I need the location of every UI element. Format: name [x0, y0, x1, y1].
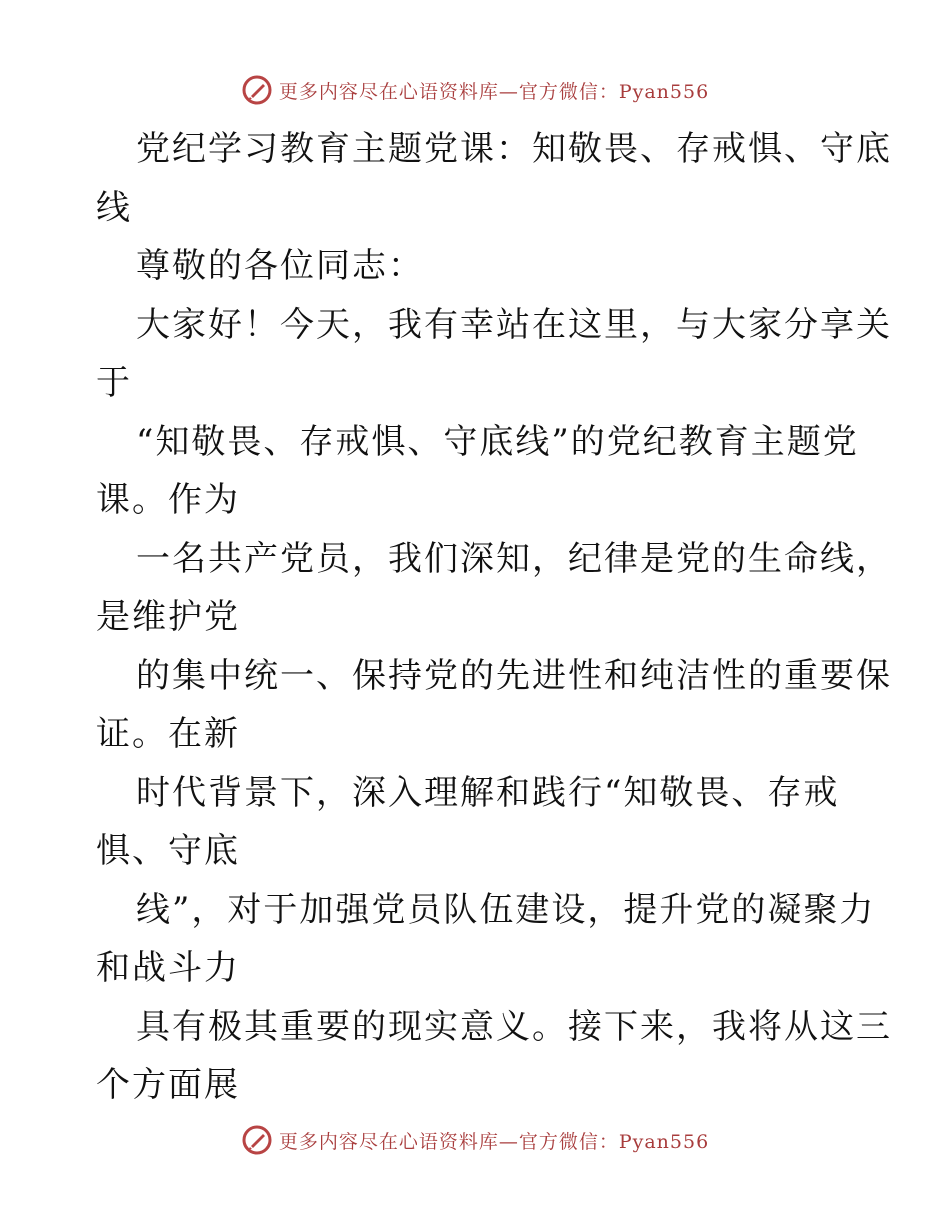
text-line: 线”，对于加强党员队伍建设，提升党的凝聚力: [136, 889, 876, 930]
text-line: 党纪学习教育主题党课：知敬畏、存戒惧、守底: [136, 129, 892, 169]
text-line: 是维护党: [96, 597, 240, 637]
text-line: 个方面展: [96, 1065, 240, 1105]
text-line: 证。在新: [96, 714, 240, 754]
document-body: [96, 120, 892, 1115]
text-line: 惧、守底: [96, 831, 240, 871]
text-line: 线: [96, 187, 132, 228]
header-banner: [0, 70, 950, 110]
pen-seal-icon: [241, 1124, 273, 1156]
text-line: 时代背景下，深入理解和践行“知敬畏、存戒: [136, 772, 840, 813]
text-line: 尊敬的各位同志：: [136, 246, 424, 286]
text-line: 的集中统一、保持党的先进性和纯洁性的重要保: [136, 655, 892, 696]
banner-text: 更多内容尽在心语资料库—官方微信：Pyan556: [278, 1130, 710, 1153]
text-line: 具有极其重要的现实意义。接下来，我将从这三: [136, 1006, 892, 1047]
text-line: 一名共产党员，我们深知，纪律是党的生命线，: [136, 538, 892, 579]
footer-banner: [0, 1120, 950, 1160]
text-line: 课。作为: [96, 480, 240, 520]
text-line: 于: [96, 363, 132, 403]
text-line: “知敬畏、存戒惧、守底线”的党纪教育主题党: [136, 421, 859, 462]
pen-seal-icon: [241, 74, 273, 106]
banner-text: 更多内容尽在心语资料库—官方微信：Pyan556: [278, 80, 710, 103]
text-line: 和战斗力: [96, 948, 240, 988]
text-line: 大家好！今天，我有幸站在这里，与大家分享关: [136, 304, 892, 345]
